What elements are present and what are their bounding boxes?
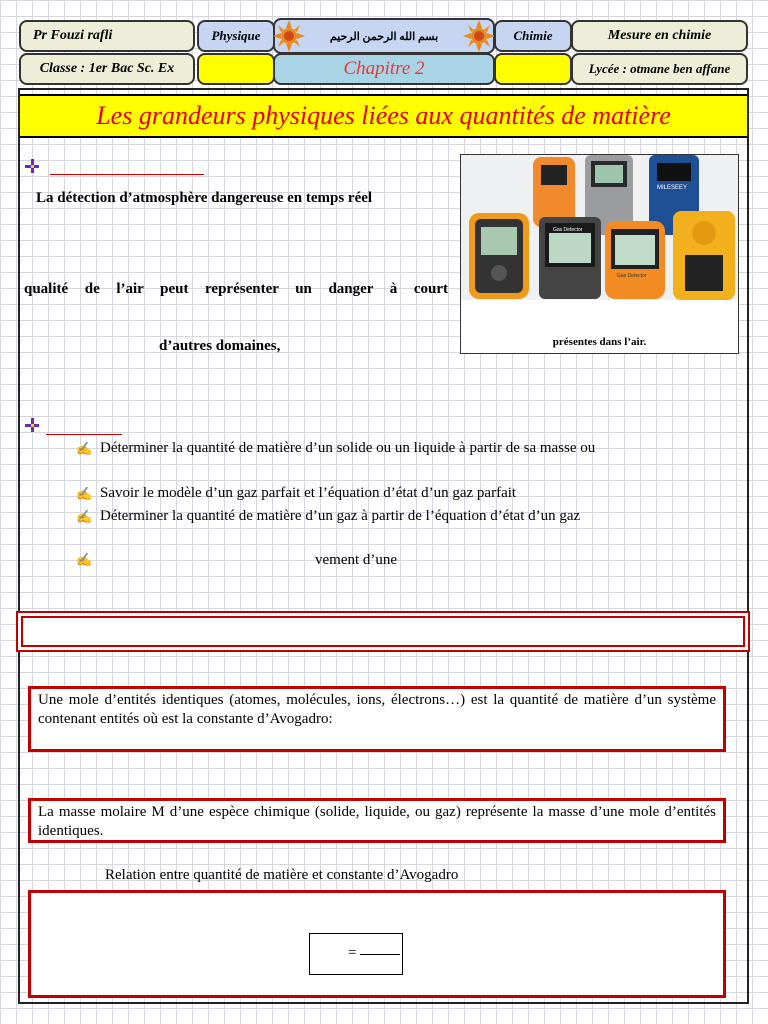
mole-definition-box (28, 686, 726, 752)
basmala-text: بسم الله الرحمن الرحيم (329, 30, 439, 43)
mole-definition-text: Une mole d’entités identiques (atomes, molécules, ions, électrons…) est la quantité de matière d’un système contenant entités où est la constante d’Avogadro: (38, 692, 716, 727)
figure-caption: présentes dans l’air. (552, 336, 647, 348)
formula-equals: = (348, 945, 357, 961)
yellow-cell-left (197, 53, 275, 85)
title-bar (20, 94, 747, 138)
molar-mass-definition-box (28, 798, 726, 843)
pen-icon: ✍ (76, 552, 93, 567)
device-brand-label: MILESEEY (657, 185, 688, 191)
relation-heading: Relation entre quantité de matière et constante d’Avogadro (105, 867, 459, 883)
molar-mass-definition-text: La masse molaire M d’une espèce chimique (solide, liquide, ou gaz) représente la masse d’une mole d’entités identiques. (38, 804, 716, 839)
objective-item-4 (76, 552, 100, 568)
sun-icon-left (272, 18, 306, 54)
chapter-cell (273, 53, 495, 85)
intro-line-2: qualité de l’air peut représenter un danger à court (24, 281, 448, 297)
objective-text-1: Déterminer la quantité de matière d’un solide ou un liquide à partir de sa masse ou (100, 440, 596, 456)
objectives-bullet-icon (25, 418, 39, 432)
objective-item-2 (76, 485, 516, 502)
pen-icon: ✍ (76, 440, 93, 456)
device-label-2: Gas Detector (617, 273, 647, 279)
section-banner (16, 611, 750, 652)
teacher-cell (19, 20, 195, 52)
school-cell (571, 53, 748, 85)
intro-line-3: d’autres domaines, (159, 338, 281, 354)
unit-cell (571, 20, 748, 52)
gas-detectors-figure (460, 154, 739, 354)
objective-item-1 (76, 440, 595, 457)
subject-chimie: Chimie (513, 28, 553, 43)
unit-name: Mesure en chimie (607, 28, 712, 43)
class-cell (19, 53, 195, 85)
sun-icon-right (462, 18, 496, 54)
objectives-heading-underline (46, 434, 122, 435)
school-name: Lycée : otmane ben affane (588, 61, 731, 76)
page-title: Les grandeurs physiques liées aux quantités de matière (96, 101, 671, 130)
subject-physique-cell (197, 20, 275, 52)
pen-icon: ✍ (76, 485, 93, 501)
class-name: Classe : 1er Bac Sc. Ex (39, 61, 175, 76)
section-bullet-icon (25, 159, 39, 173)
formula-fraction-bar (360, 954, 400, 955)
objective-text-4: vement d’une (315, 552, 398, 568)
relation-box (28, 890, 726, 998)
gas-detectors-image (461, 155, 738, 300)
pen-icon: ✍ (76, 508, 93, 524)
objective-item-3 (76, 508, 580, 525)
yellow-cell-right (494, 53, 572, 85)
device-label-1: Gas Detector (553, 227, 583, 233)
intro-line-1: La détection d’atmosphère dangereuse en temps réel (36, 190, 373, 206)
objective-text-2: Savoir le modèle d’un gaz parfait et l’équation d’état d’un gaz parfait (100, 485, 517, 501)
subject-physique: Physique (211, 28, 261, 43)
formula-box (309, 933, 403, 975)
chapter-label: Chapitre 2 (343, 58, 425, 79)
objective-text-3: Déterminer la quantité de matière d’un gaz à partir de l’équation d’état d’un gaz (100, 508, 581, 524)
teacher-name: Pr Fouzi rafli (33, 28, 113, 43)
section-heading-underline (50, 174, 204, 175)
subject-chimie-cell (494, 20, 572, 52)
